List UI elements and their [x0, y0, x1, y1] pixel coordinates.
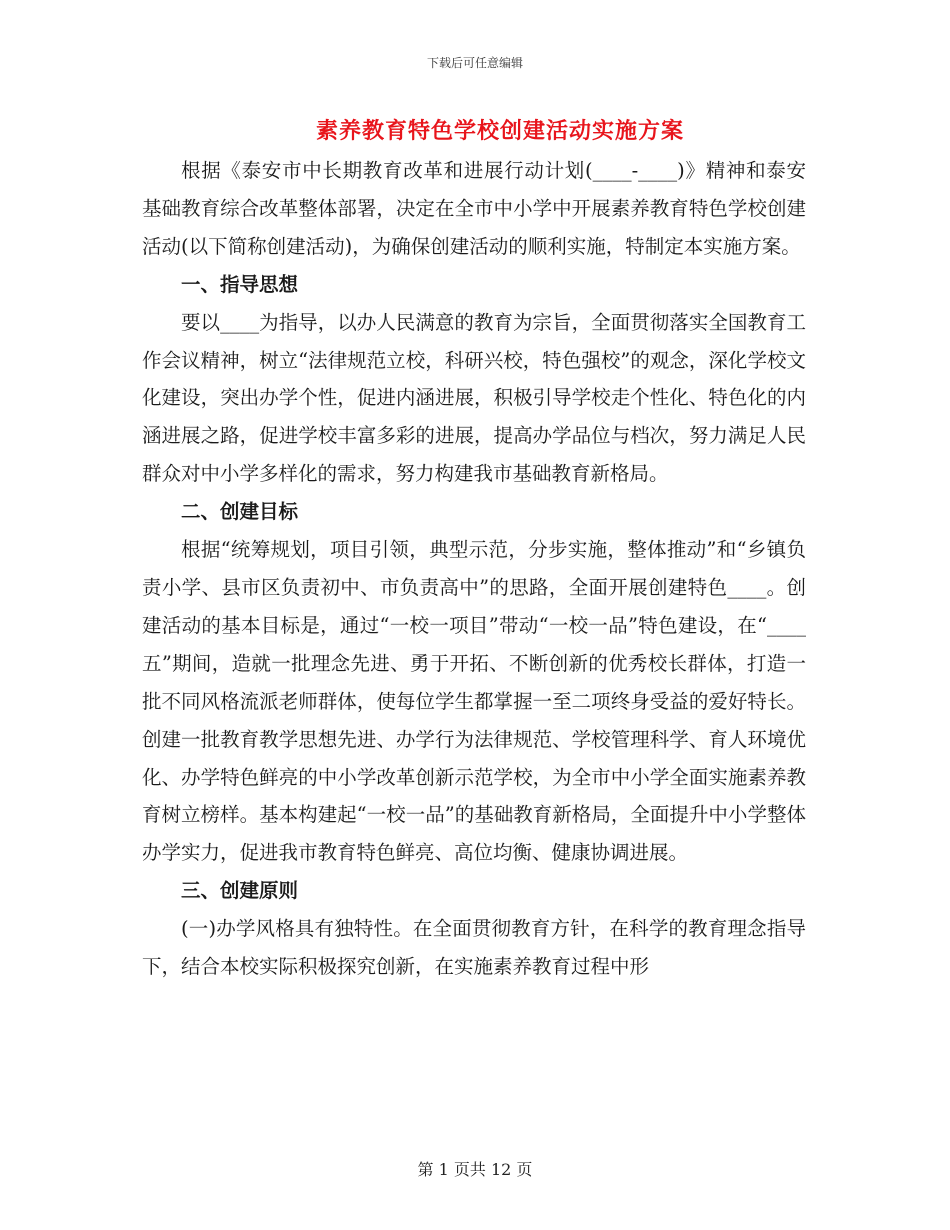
- document-title: 素养教育特色学校创建活动实施方案: [315, 119, 684, 144]
- section-heading-goals: 二、创建目标: [181, 500, 299, 524]
- section-paragraph-goals: 根据“统筹规划，项目引领，典型示范，分步实施，整体推动”和“乡镇负责小学、县市区负责初中、市负责高中”的思路，全面开展创建特色____。创建活动的基本目标是，通过“一校一项目”带动“一校一品”特色建设，在“____五”期间，造就一批理念先进、勇于开拓、不断创新的优秀校长群体，打造一批不同风格流派老师群体，使每位学生都掌握一至二项终身受益的爱好特长。创建一批教育教学思想先进、办学行为法律规范、学校管理科学、育人环境优化、办学特色鲜亮的中小学改革创新示范学校，为全市中小学全面实施素养教育树立榜样。基本构建起“一校一品”的基础教育新格局，全面提升中小学整体办学实力，促进我市教育特色鲜亮、高位均衡、健康协调进展。: [142, 538, 806, 865]
- page-header: 下载后可任意编辑: [426, 56, 523, 70]
- section-heading-guiding-ideology: 一、指导思想: [181, 272, 299, 296]
- section-paragraph-principles: (一)办学风格具有独特性。在全面贯彻教育方针，在科学的教育理念指导下，结合本校实际积极探究创新，在实施素养教育过程中形: [142, 917, 806, 979]
- document-body: [142, 152, 806, 986]
- section-heading-principles: 三、创建原则: [181, 879, 299, 903]
- section-paragraph-guiding-ideology: 要以____为指导，以办人民满意的教育为宗旨，全面贯彻落实全国教育工作会议精神，树立“法律规范立校，科研兴校，特色强校”的观念，深化学校文化建设，突出办学个性，促进内涵进展，积极引导学校走个性化、特色化的内涵进展之路，促进学校丰富多彩的进展，提高办学品位与档次，努力满足人民群众对中小学多样化的需求，努力构建我市基础教育新格局。: [142, 310, 806, 486]
- intro-paragraph: 根据《泰安市中长期教育改革和进展行动计划(____-____)》精神和泰安基础教育综合改革整体部署，决定在全市中小学中开展素养教育特色学校创建活动(以下简称创建活动)，为确保创建活动的顺利实施，特制定本实施方案。: [142, 159, 806, 258]
- page-number: 第 1 页共 12 页: [417, 1160, 533, 1179]
